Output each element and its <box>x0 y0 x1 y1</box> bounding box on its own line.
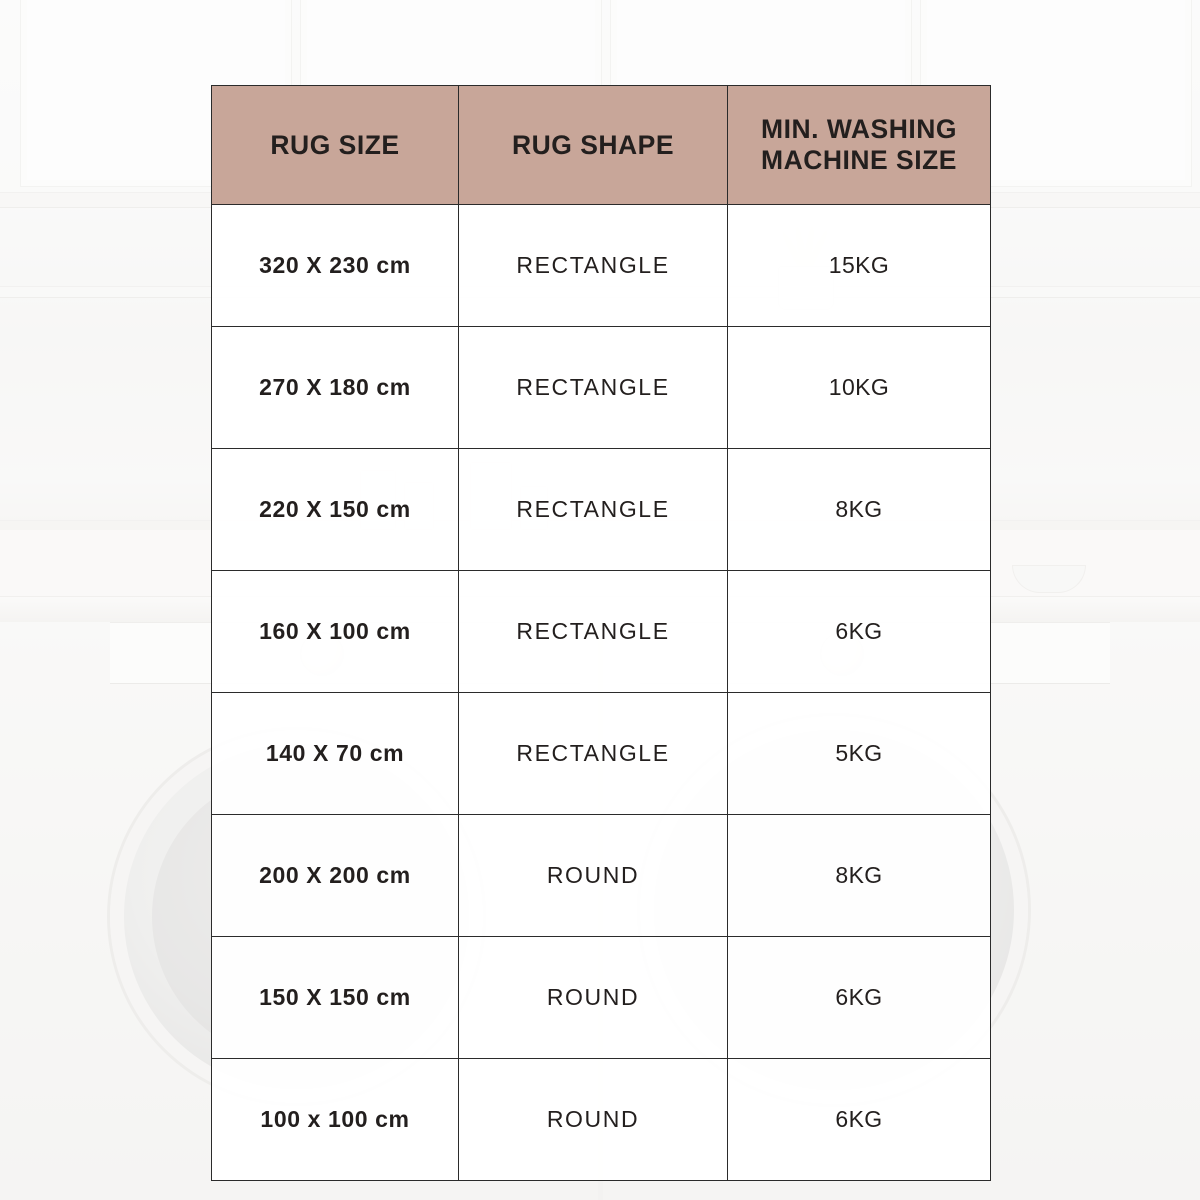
column-header-machine-size-line1: MIN. WASHING <box>761 114 957 145</box>
cell-machine-size: 10KG <box>728 327 991 449</box>
cell-machine-size: 6KG <box>728 571 991 693</box>
cell-rug-shape: ROUND <box>459 815 728 937</box>
cell-rug-size: 200 X 200 cm <box>212 815 459 937</box>
cell-rug-size: 270 X 180 cm <box>212 327 459 449</box>
table-row <box>212 571 991 693</box>
cell-rug-size: 150 X 150 cm <box>212 937 459 1059</box>
cell-machine-size: 6KG <box>728 937 991 1059</box>
cell-rug-size: 320 X 230 cm <box>212 205 459 327</box>
rug-size-table-container <box>211 85 990 1181</box>
cell-rug-shape: RECTANGLE <box>459 449 728 571</box>
table-row <box>212 937 991 1059</box>
table-row <box>212 449 991 571</box>
table-row <box>212 205 991 327</box>
cell-machine-size: 8KG <box>728 449 991 571</box>
cell-machine-size: 5KG <box>728 693 991 815</box>
cell-machine-size: 6KG <box>728 1059 991 1181</box>
table-header-row <box>212 86 991 205</box>
table-row <box>212 693 991 815</box>
table-row <box>212 815 991 937</box>
cell-rug-shape: RECTANGLE <box>459 571 728 693</box>
rug-size-table <box>211 85 991 1181</box>
cell-rug-shape: RECTANGLE <box>459 205 728 327</box>
cell-rug-size: 100 x 100 cm <box>212 1059 459 1181</box>
cell-machine-size: 8KG <box>728 815 991 937</box>
table-row <box>212 327 991 449</box>
cell-rug-size: 220 X 150 cm <box>212 449 459 571</box>
column-header-rug-size: RUG SIZE <box>212 86 459 205</box>
cell-rug-size: 160 X 100 cm <box>212 571 459 693</box>
cell-machine-size: 15KG <box>728 205 991 327</box>
table-header <box>212 86 991 205</box>
column-header-machine-size <box>728 86 991 205</box>
column-header-machine-size-line2: MACHINE SIZE <box>761 145 957 175</box>
cell-rug-shape: ROUND <box>459 1059 728 1181</box>
cell-rug-size: 140 X 70 cm <box>212 693 459 815</box>
table-body <box>212 205 991 1181</box>
cell-rug-shape: ROUND <box>459 937 728 1059</box>
table-row <box>212 1059 991 1181</box>
column-header-rug-shape: RUG SHAPE <box>459 86 728 205</box>
cell-rug-shape: RECTANGLE <box>459 327 728 449</box>
cell-rug-shape: RECTANGLE <box>459 693 728 815</box>
